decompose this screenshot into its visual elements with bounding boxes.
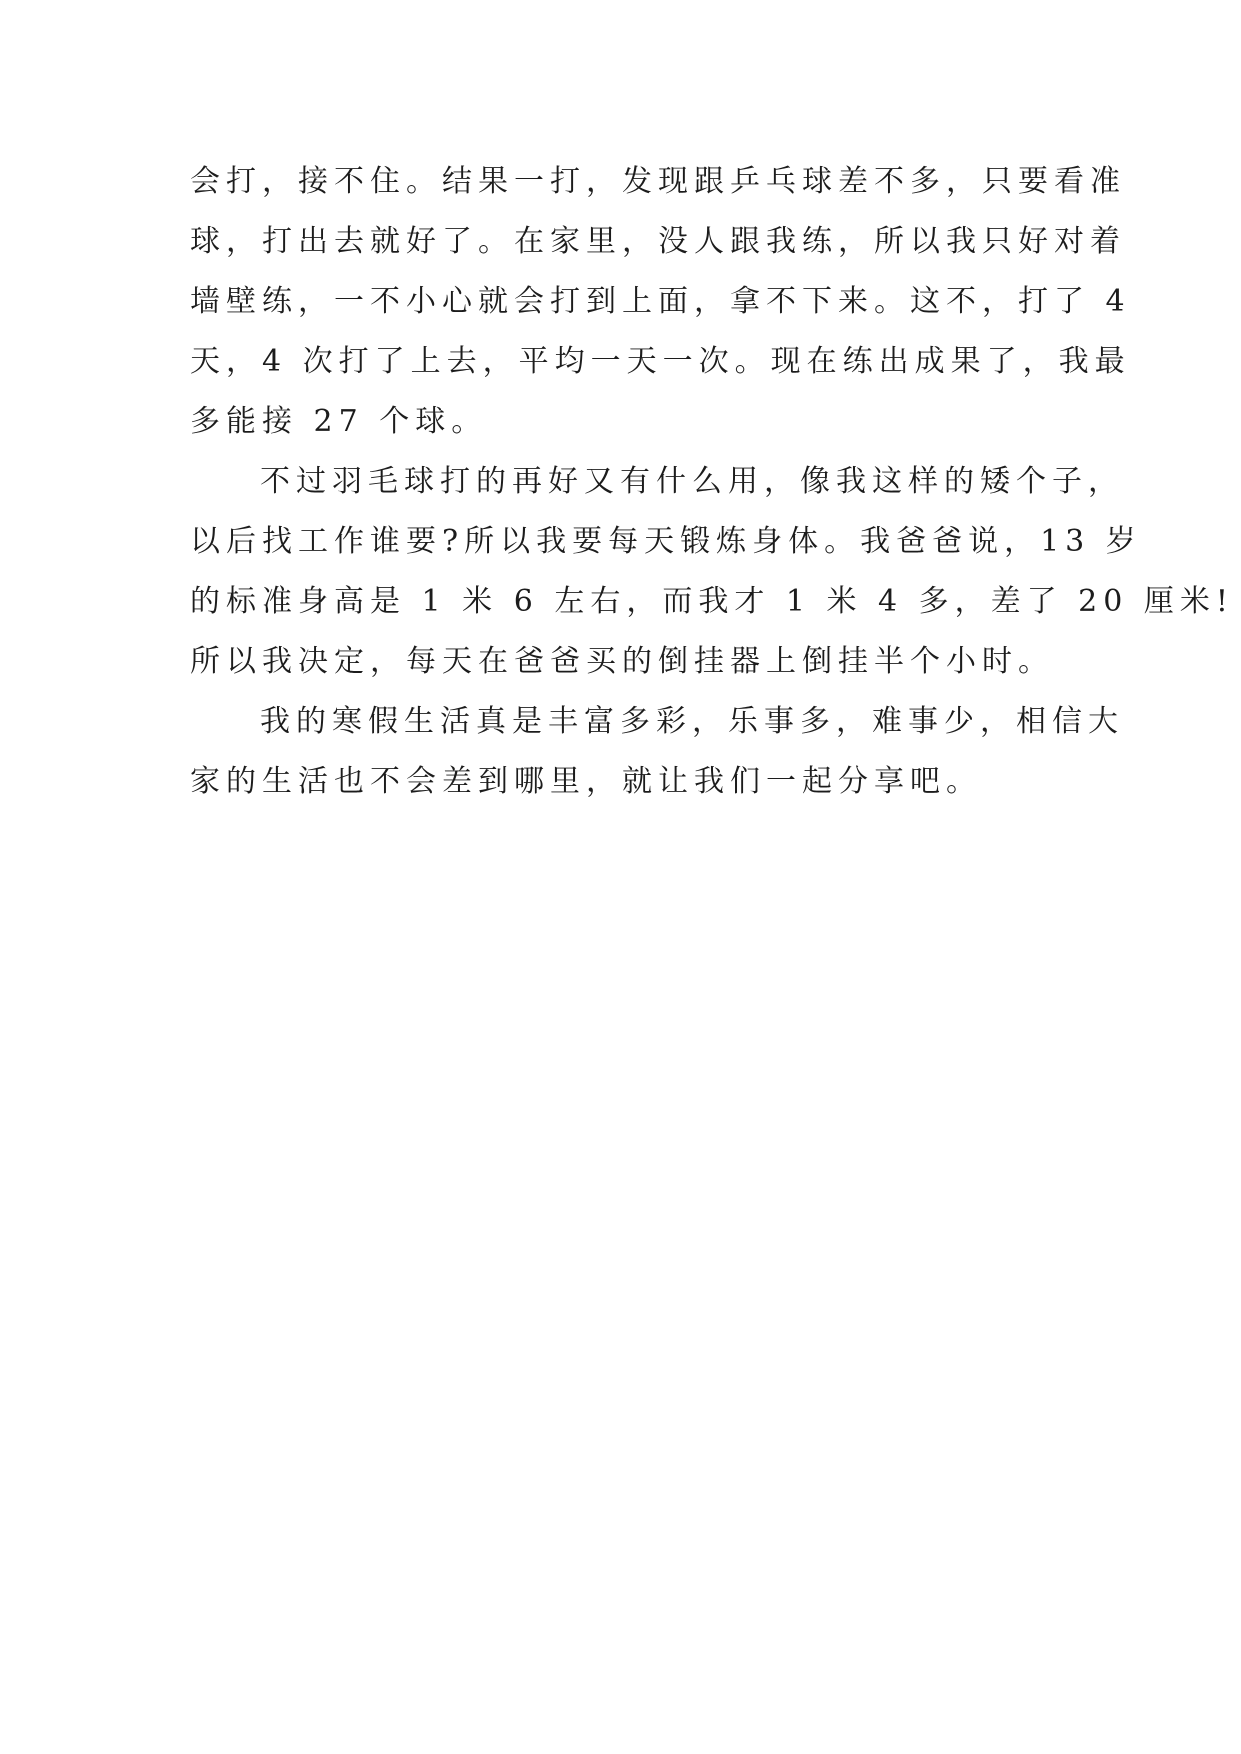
- text-line: 家的生活也不会差到哪里，就让我们一起分享吧。: [190, 764, 982, 799]
- text-line: 以后找工作谁要?所以我要每天锻炼身体。我爸爸说，13 岁: [190, 524, 1142, 559]
- text-line: 所以我决定，每天在爸爸买的倒挂器上倒挂半个小时。: [190, 644, 1054, 679]
- text-line: 多能接 27 个球。: [190, 404, 488, 439]
- text-line: 的标准身高是 1 米 6 左右，而我才 1 米 4 多，差了 20 厘米!: [190, 584, 1234, 619]
- paragraph-first-line: 我的寒假生活真是丰富多彩，乐事多，难事少，相信大: [260, 704, 1124, 739]
- text-line: 墙壁练，一不小心就会打到上面，拿不下来。这不，打了 4: [190, 284, 1131, 319]
- paragraph-first-line: 不过羽毛球打的再好又有什么用，像我这样的矮个子，: [260, 464, 1124, 499]
- text-line: 球，打出去就好了。在家里，没人跟我练，所以我只好对着: [190, 224, 1126, 259]
- body-text: [190, 152, 1234, 812]
- text-line: 会打，接不住。结果一打，发现跟乒乓球差不多，只要看准: [190, 164, 1126, 199]
- text-line: 天，4 次打了上去，平均一天一次。现在练出成果了，我最: [190, 344, 1131, 379]
